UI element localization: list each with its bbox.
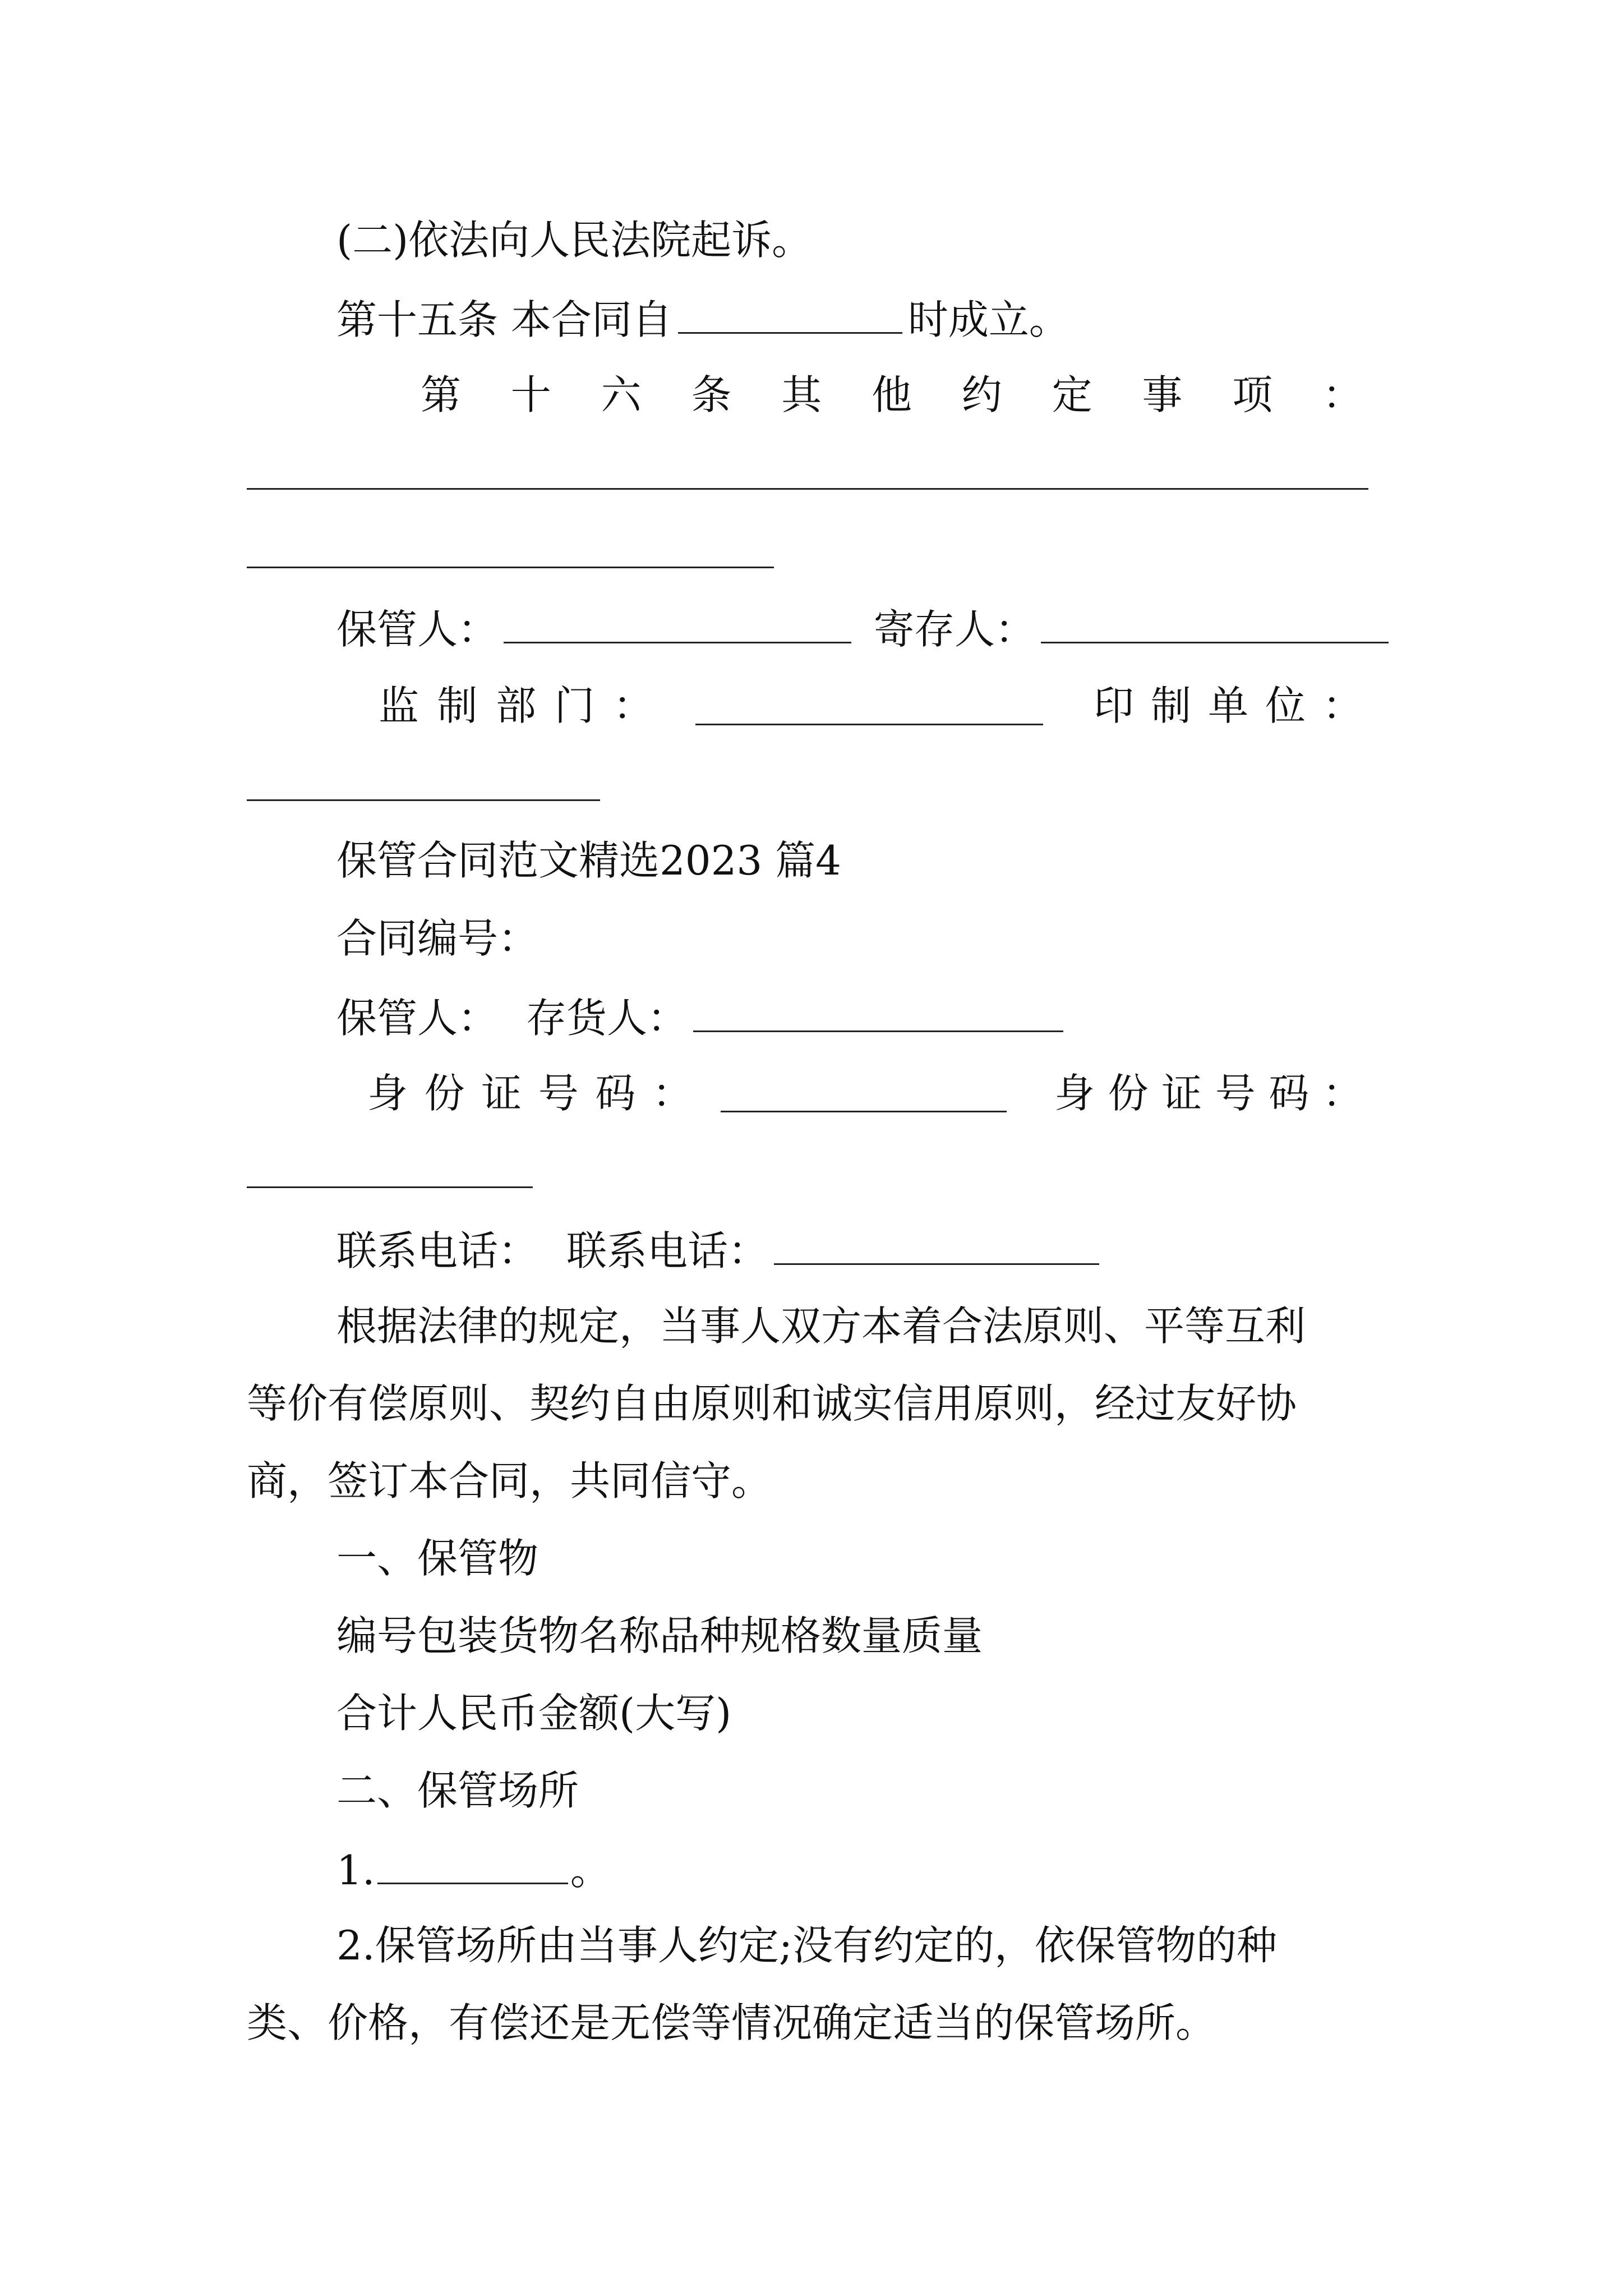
- section-heading: 保管合同范文精选2023 篇4: [336, 837, 841, 884]
- blank-rule: [247, 567, 774, 568]
- char: 单: [1207, 682, 1248, 729]
- signature-line: 保管人： 寄存人：: [336, 607, 1394, 650]
- blank-rule: [247, 488, 1368, 490]
- char: ：: [1322, 682, 1363, 729]
- char: 他: [871, 371, 912, 418]
- char: 第: [421, 371, 462, 418]
- blank-field: [504, 607, 851, 643]
- paragraph-line: 商，签订本合同，共同信守。: [247, 1457, 772, 1504]
- section-title: 一、保管物: [336, 1535, 539, 1582]
- char: ：: [612, 682, 653, 729]
- clause-16-heading: [421, 371, 1363, 418]
- char: 监: [379, 682, 419, 729]
- item-1: 1. 。: [336, 1847, 611, 1894]
- blank-rule: [695, 724, 1043, 725]
- char: 号: [1215, 1070, 1256, 1117]
- char: 约: [961, 371, 1002, 418]
- char: 份: [1108, 1070, 1149, 1117]
- contract-number: 合同编号：: [336, 915, 539, 962]
- char: 制: [1150, 682, 1191, 729]
- char: 事: [1142, 371, 1183, 418]
- char: 印: [1094, 682, 1135, 729]
- char: 身: [1054, 1070, 1095, 1117]
- blank-rule: [721, 1111, 1007, 1112]
- char: ：: [652, 1070, 693, 1117]
- clause-line-lawsuit: (二)依法向人民法院起诉。: [336, 217, 813, 264]
- id-number-label: [1054, 1070, 1363, 1117]
- phone-line: 联系电话： 联系电话：: [336, 1228, 1105, 1271]
- table-header-line: 编号包装货物名称品种规格数量质量: [336, 1612, 983, 1659]
- char: 其: [781, 371, 822, 418]
- blank-field: [693, 996, 1063, 1032]
- char: 号: [538, 1070, 579, 1117]
- char: 份: [424, 1070, 465, 1117]
- clause-15: 第十五条 本合同自 时成立。: [336, 296, 1069, 343]
- char: 定: [1052, 371, 1092, 418]
- section-title: 二、保管场所: [336, 1767, 579, 1814]
- blank-field: [774, 1228, 1099, 1265]
- printing-unit-label: [1094, 682, 1363, 729]
- char: 证: [1161, 1070, 1202, 1117]
- char: 位: [1265, 682, 1306, 729]
- char: 制: [437, 682, 478, 729]
- item-2: 2.保管场所由当事人约定;没有约定的，依保管物的种: [336, 1922, 1277, 1969]
- blank-rule: [247, 799, 600, 801]
- blank-field: [377, 1848, 568, 1884]
- blank-rule: [247, 1186, 533, 1188]
- char: 证: [481, 1070, 522, 1117]
- char: 码: [595, 1070, 636, 1117]
- char: 部: [495, 682, 536, 729]
- char: 十: [510, 371, 551, 418]
- paragraph-line: 等价有偿原则、契约自由原则和诚实信用原则，经过友好协: [247, 1380, 1297, 1427]
- char: 身: [367, 1070, 408, 1117]
- char: 码: [1269, 1070, 1310, 1117]
- blank-field: [1041, 607, 1389, 643]
- char: 条: [691, 371, 732, 418]
- char: ：: [1322, 1070, 1363, 1117]
- supervising-dept-label: [379, 682, 653, 729]
- char: 六: [601, 371, 642, 418]
- parties-line: 保管人： 存货人：: [336, 996, 1069, 1038]
- char: ：: [1322, 371, 1363, 418]
- id-number-label: [367, 1070, 693, 1117]
- blank-field: [678, 297, 902, 334]
- total-line: 合计人民币金额(大写): [336, 1690, 732, 1737]
- paragraph-line: 根据法律的规定，当事人双方本着合法原则、平等互利: [336, 1303, 1306, 1350]
- item-2-cont: 类、价格，有偿还是无偿等情况确定适当的保管场所。: [247, 1999, 1216, 2046]
- char: 项: [1232, 371, 1273, 418]
- char: 门: [554, 682, 595, 729]
